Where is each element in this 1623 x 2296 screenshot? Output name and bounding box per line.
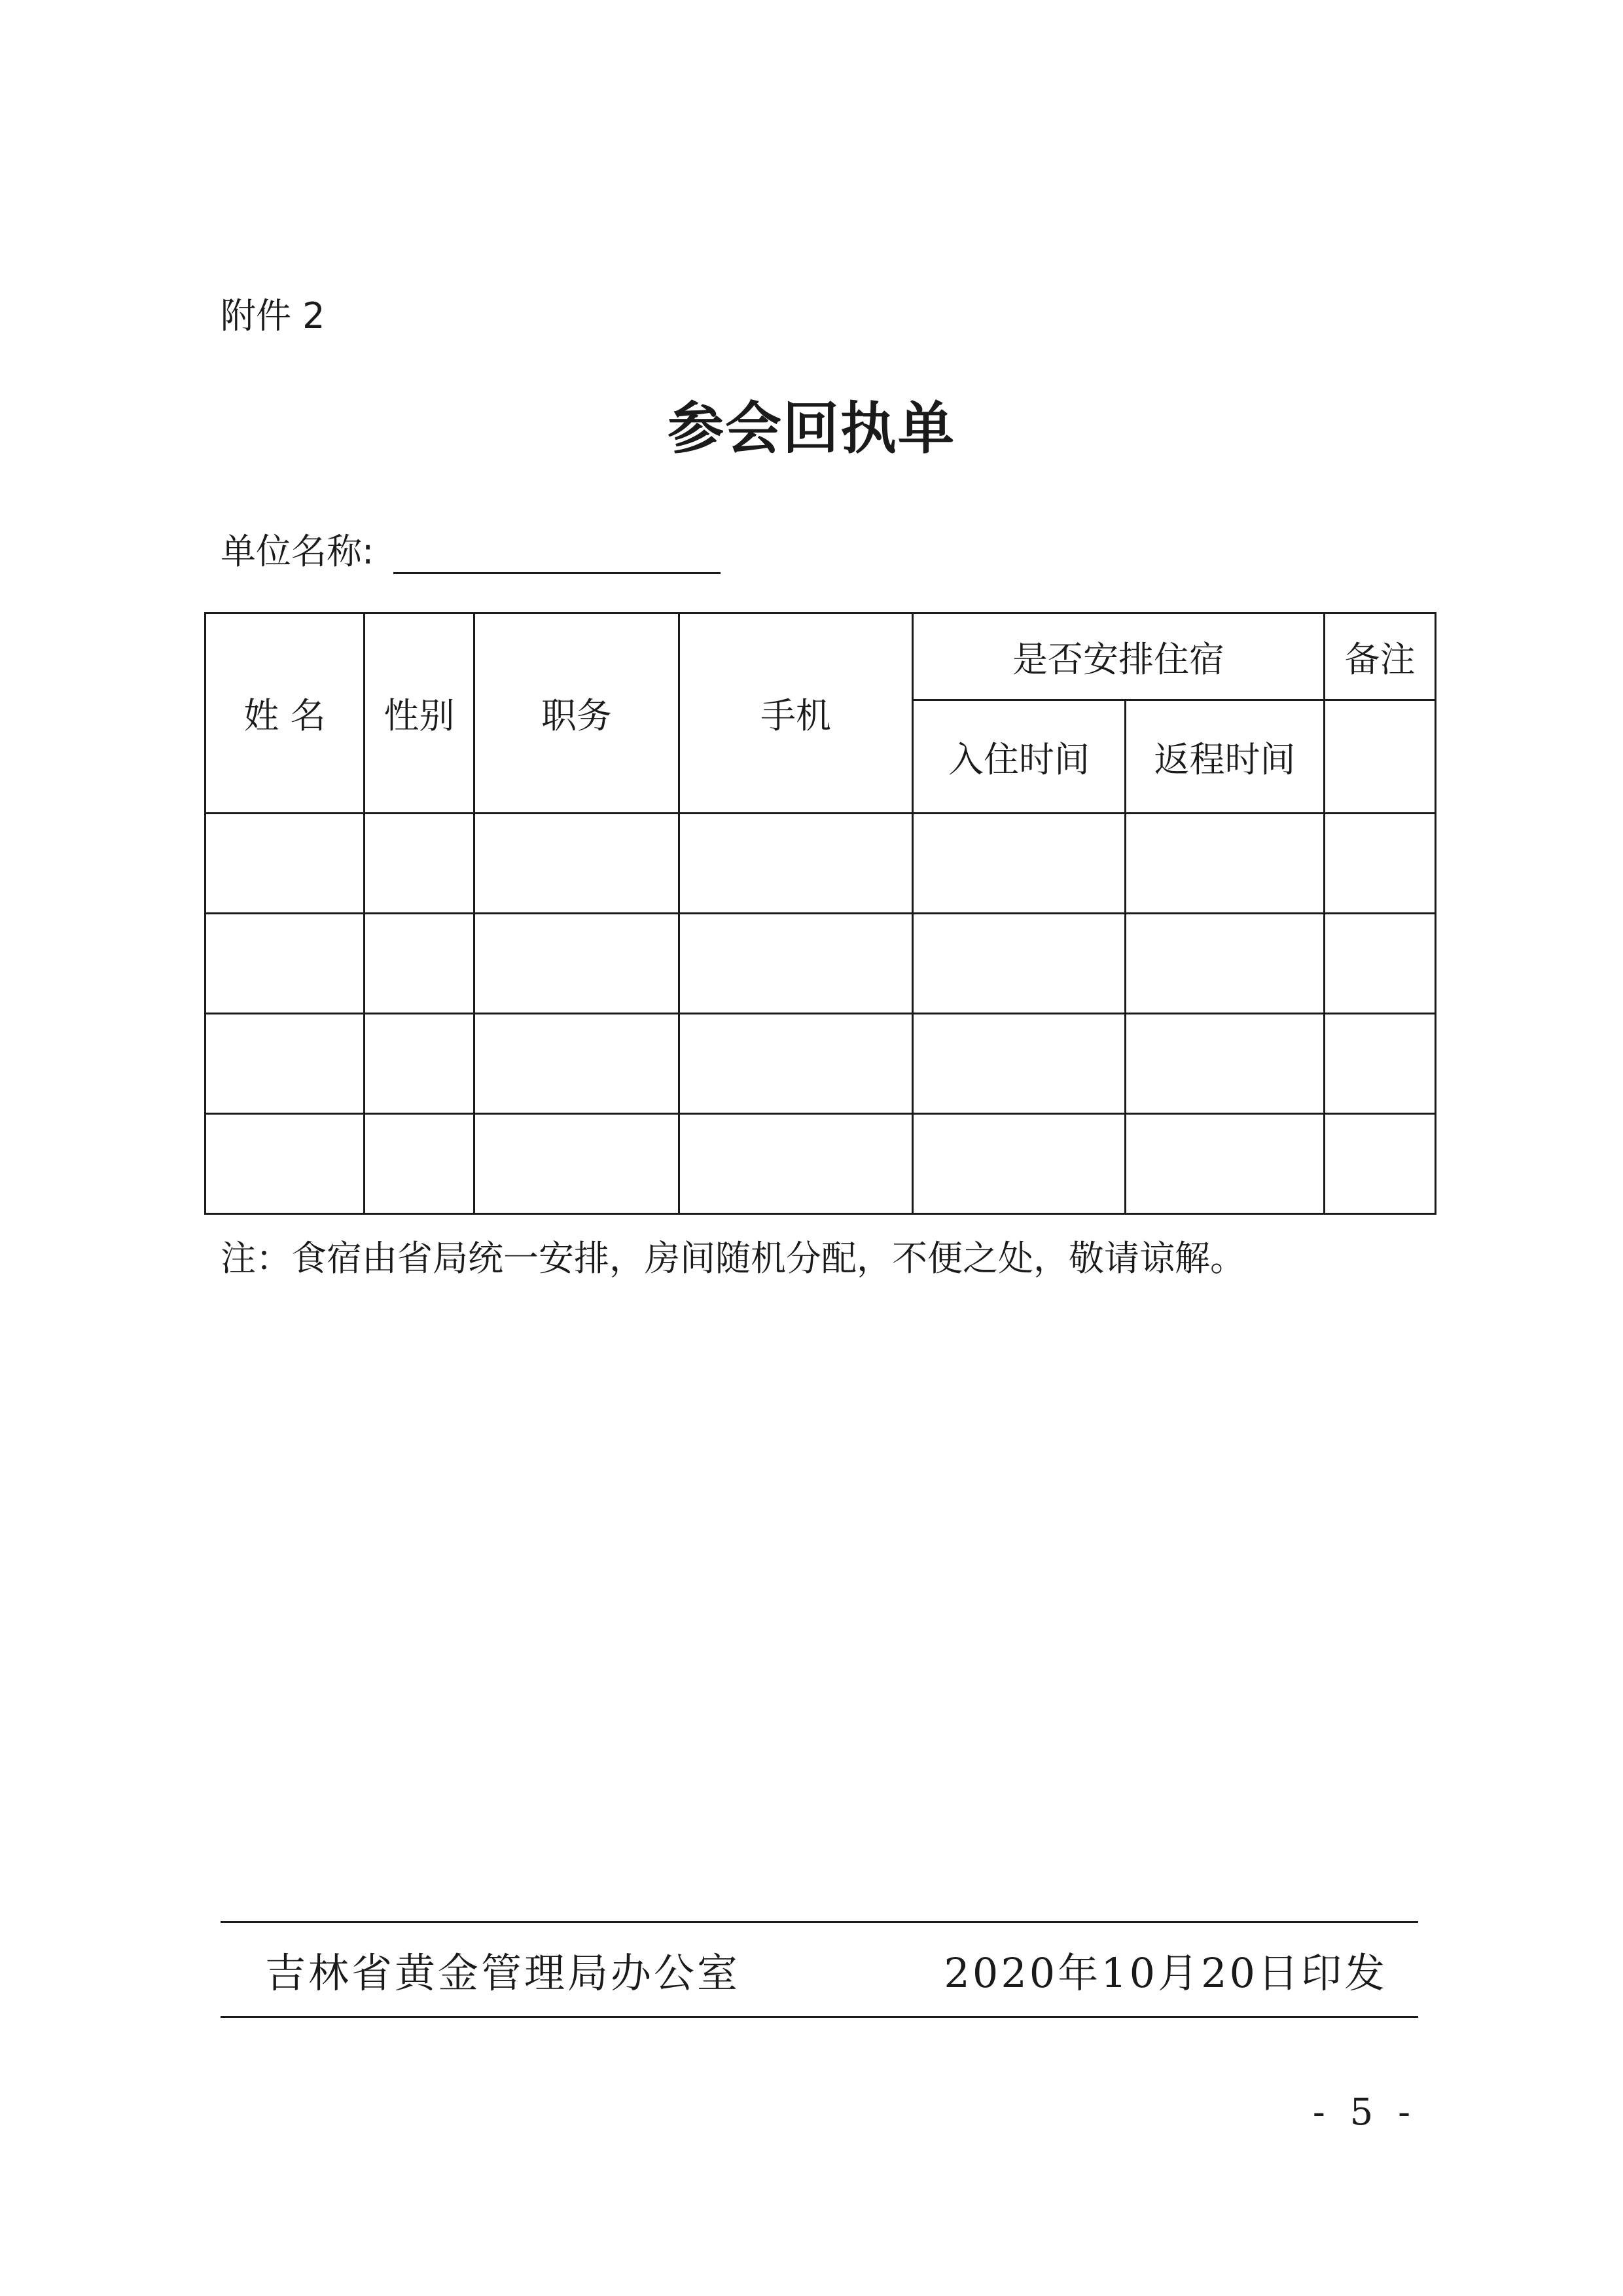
gender-cell[interactable] [365, 1114, 474, 1214]
position-cell[interactable] [474, 1014, 679, 1114]
footer-issue-date: 2020年10月20日印发 [944, 1949, 1387, 1997]
unit-name-label: 单位名称: [221, 531, 374, 572]
table-note: 注：食宿由省局统一安排，房间随机分配，不便之处，敬请谅解。 [221, 1238, 1245, 1279]
position-cell[interactable] [474, 1114, 679, 1214]
table-row [205, 914, 1436, 1014]
remarks-cell[interactable] [1325, 1114, 1436, 1214]
check-in-cell[interactable] [913, 914, 1126, 1014]
table-row [205, 1114, 1436, 1214]
name-cell[interactable] [205, 1114, 365, 1214]
mobile-cell[interactable] [679, 1114, 913, 1214]
mobile-cell[interactable] [679, 1014, 913, 1114]
name-cell[interactable] [205, 914, 365, 1014]
remarks-cell[interactable] [1325, 700, 1436, 814]
header-mobile: 手机 [679, 613, 913, 814]
unit-name-row [221, 524, 721, 574]
return-cell[interactable] [1126, 814, 1325, 914]
page-title: 参会回执单 [668, 395, 955, 461]
header-remarks: 备注 [1325, 613, 1436, 700]
table-row [205, 1014, 1436, 1114]
gender-cell[interactable] [365, 1014, 474, 1114]
header-accommodation: 是否安排住宿 [913, 613, 1325, 700]
check-in-cell[interactable] [913, 1014, 1126, 1114]
remarks-cell[interactable] [1325, 814, 1436, 914]
header-position: 职务 [474, 613, 679, 814]
header-gender: 性别 [365, 613, 474, 814]
return-cell[interactable] [1126, 1014, 1325, 1114]
mobile-cell[interactable] [679, 914, 913, 1014]
remarks-cell[interactable] [1325, 914, 1436, 1014]
header-check-in-time: 入住时间 [913, 700, 1126, 814]
footer-bottom-rule [221, 2016, 1418, 2018]
table-header-row [205, 613, 1436, 700]
name-cell[interactable] [205, 814, 365, 914]
remarks-cell[interactable] [1325, 1014, 1436, 1114]
check-in-cell[interactable] [913, 1114, 1126, 1214]
gender-cell[interactable] [365, 914, 474, 1014]
footer-issuer: 吉林省黄金管理局办公室 [265, 1949, 741, 1997]
position-cell[interactable] [474, 814, 679, 914]
return-cell[interactable] [1126, 1114, 1325, 1214]
return-cell[interactable] [1126, 914, 1325, 1014]
table-row [205, 814, 1436, 914]
mobile-cell[interactable] [679, 814, 913, 914]
header-name: 姓 名 [205, 613, 365, 814]
name-cell[interactable] [205, 1014, 365, 1114]
footer-top-rule [221, 1921, 1418, 1923]
page-number: - 5 - [1312, 2091, 1417, 2134]
attachment-label: 附件 2 [221, 295, 325, 336]
gender-cell[interactable] [365, 814, 474, 914]
check-in-cell[interactable] [913, 814, 1126, 914]
unit-name-field[interactable] [393, 531, 721, 574]
position-cell[interactable] [474, 914, 679, 1014]
registration-table [204, 612, 1436, 1215]
header-return-time: 返程时间 [1126, 700, 1325, 814]
